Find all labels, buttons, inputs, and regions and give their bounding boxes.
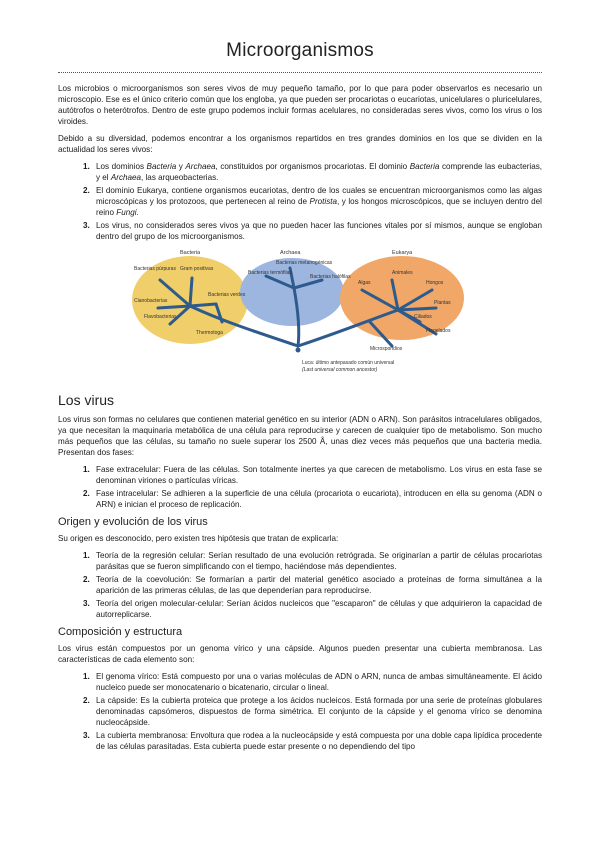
label-hongos: Hongos xyxy=(426,280,444,286)
label-thermotoga: Thermotoga xyxy=(196,330,223,336)
label-bacterias-verdes: Bacterias verdes xyxy=(208,292,246,298)
domain-label-eukarya: Eukarya xyxy=(392,250,413,256)
tree-of-life-figure xyxy=(130,250,470,382)
list-item: 1. El genoma vírico: Está compuesto por una o varias moléculas de ADN o ARN, nunca de ambas simultáneamente. El ácido nucleico puede ser monocatenario o bicatenario, circular o lineal. xyxy=(92,671,542,693)
virus-phases-list xyxy=(58,464,542,510)
list-item: 1. Teoría de la regresión celular: Serían resultado de una evolución retrógrada. Se originarían a partir de células procariotas parásitas que se fueron simplificando con el tiempo, haciéndose más dependientes. xyxy=(92,550,542,572)
label-bacterias-purpuras: Bacterias púrpuras xyxy=(134,266,176,272)
domains-list xyxy=(58,161,542,242)
luca-caption: Luca: último antepasado común universal xyxy=(302,360,395,366)
list-item: 1. Fase extracelular: Fuera de las células. Son totalmente inertes ya que carecen de metabolismo. Los virus en esta fase se denominan viriones o partículas víricas. xyxy=(92,464,542,486)
label-flagelados: Flagelados xyxy=(426,328,451,334)
section-heading-origin: Origen y evolución de los virus xyxy=(58,516,208,528)
label-cianobacterias: Cianobacterias xyxy=(134,298,168,304)
list-item: 2. Fase intracelular: Se adhieren a la superficie de una célula (procariota o eucariota), introducen en ella su genoma (ADN o ARN) e inician el proceso de replicación. xyxy=(92,488,542,510)
list-item: 3. Teoría del origen molecular-celular: Serían ácidos nucleicos que "escaparon" de células y que adquirieron la capacidad de autorreplicarse. xyxy=(92,598,542,620)
origin-hypotheses-list xyxy=(58,550,542,620)
list-item: 2. La cápside: Es la cubierta proteica que protege a los ácidos nucleicos. Está formada por una serie de proteínas globulares denominadas capsómeros, dispuestos de forma simétrica. El conjunto de la cápside y el genoma vírico se denomina nucleocápside. xyxy=(92,695,542,728)
virus-intro-paragraph: Los virus son formas no celulares que contienen material genético en su interior (ADN o ARN). Son parásitos intracelulares obligados, ya que necesitan la maquinaria metabólica de una célula para reproducirse y carecen de cualquier tipo de metabolismo. Son mucho más pequeños que las células, su tamaño no suele superar los 2500 Å, unas diez veces más pequeños que una bacteria media. Presentan dos fases: xyxy=(58,415,542,457)
diversity-paragraph: Debido a su diversidad, podemos encontrar a los organismos repartidos en tres grandes dominios en los que se dividen en la actualidad los seres vivos: xyxy=(58,134,542,154)
luca-caption-english: (Last universal common ancestor) xyxy=(302,367,378,373)
list-item: 1. Los dominios Bacteria y Archaea, constituidos por organismos procariotas. El dominio Bacteria comprende las eubacterias, y el Archaea, las arqueobacterias. xyxy=(92,161,542,183)
label-gram-positivas: Gram positivas xyxy=(180,266,214,272)
list-item: 2. Teoría de la coevolución: Se formarían a partir del material genético asociado a proteínas de forma simultánea a la aparición de las primeras células, de las que dependerían para reproducirse. xyxy=(92,574,542,596)
intro-paragraph: Los microbios o microorganismos son seres vivos de muy pequeño tamaño, por lo que para poder observarlos es necesario un microscopio. Ese es el único criterio común que los engloba, ya que pueden ser procariotas o eucariotas, unicelulares o pluricelulares, autótrofos o heterótrofos. Dentro de este grupo podemos incluir formas acelulares, no consideradas seres vivos, como los virus o los viroides. xyxy=(58,84,542,126)
label-animales: Animales xyxy=(392,270,413,276)
section-heading-virus: Los virus xyxy=(58,392,115,408)
luca-node xyxy=(296,348,301,353)
label-microsporidios: Microsporidios xyxy=(370,346,403,352)
label-bacterias-halofilas: Bacterias halófilas xyxy=(310,274,351,280)
section-heading-composition: Composición y estructura xyxy=(58,626,183,638)
label-bacterias-metanogenicas: Bacterias metanogénicas xyxy=(276,260,333,266)
title-divider xyxy=(58,72,542,73)
domain-label-archaea: Archaea xyxy=(280,250,301,256)
label-bacterias-termofilas: Bacterias termófilas xyxy=(248,270,292,276)
list-item: 3. La cubierta membranosa: Envoltura que rodea a la nucleocápside y está compuesta por una doble capa lipídica procedente de las células parasitadas. Esta cubierta puede estar presente o no dependiendo del tipo xyxy=(92,730,542,752)
label-plantas: Plantas xyxy=(434,300,451,306)
archaea-region xyxy=(240,258,344,326)
tree-of-life-diagram xyxy=(130,250,470,382)
origin-intro-paragraph: Su origen es desconocido, pero existen tres hipótesis que tratan de explicarla: xyxy=(58,534,339,543)
label-flavobacterias: Flavobacterias xyxy=(144,314,177,320)
list-item: 3. Los virus, no considerados seres vivos ya que no pueden hacer las funciones vitales por sí mismos, aunque se engloban dentro del grupo de los microorganismos. xyxy=(92,220,542,242)
page-title: Microorganismos xyxy=(226,40,374,61)
label-ciliados: Ciliados xyxy=(414,314,432,320)
composition-elements-list xyxy=(58,671,542,752)
list-item: 2. El dominio Eukarya, contiene organismos eucariotas, dentro de los cuales se encuentran microorganismos como las algas microscópicas y los protozoos, que pertenecen al reino de Protista, y los hongos microscópicos, que se incluyen dentro del reino Fungi. xyxy=(92,185,542,218)
label-algas: Algas xyxy=(358,280,371,286)
domain-label-bacteria: Bacteria xyxy=(180,250,201,256)
composition-intro-paragraph: Los virus están compuestos por un genoma vírico y una cápside. Algunos pueden presentar una cubierta membranosa. Las características de cada elemento son: xyxy=(58,644,542,664)
